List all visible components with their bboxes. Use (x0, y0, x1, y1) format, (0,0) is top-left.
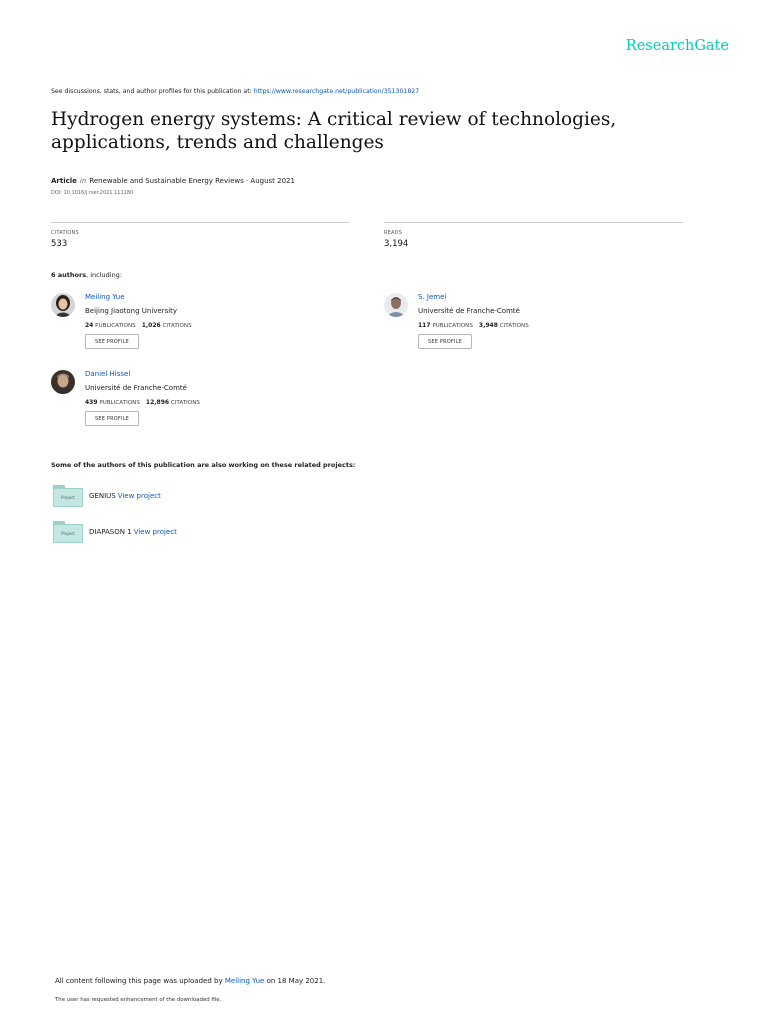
author-publications-count: 439 (85, 399, 98, 406)
author-citations-label: CITATIONS (170, 400, 200, 406)
author-publications-count: 24 (85, 322, 94, 329)
project-name-line (89, 528, 177, 536)
author-publications-label: PUBLICATIONS (95, 323, 136, 329)
author-avatar[interactable] (51, 370, 75, 394)
project-name-line (89, 492, 161, 500)
author-name-link[interactable]: Daniel Hissel (85, 370, 131, 378)
author-citations-count: 12,896 (145, 399, 170, 406)
see-profile-button[interactable]: SEE PROFILE (85, 411, 139, 426)
project-folder-icon (53, 485, 83, 507)
author-card (51, 370, 351, 435)
author-publications-count: 117 (418, 322, 431, 329)
project-name: GENIUS (89, 492, 116, 500)
reads-value: 3,194 (384, 239, 409, 249)
authors-including: , including: (86, 271, 123, 279)
citations-value: 533 (51, 239, 68, 249)
view-project-link[interactable]: View project (133, 528, 177, 536)
researchgate-logo[interactable]: ResearchGate (625, 38, 729, 54)
upload-prefix: All content following this page was uploaded by (55, 977, 225, 985)
see-profile-button[interactable]: SEE PROFILE (418, 334, 472, 349)
author-avatar[interactable] (51, 293, 75, 317)
project-folder-icon (53, 521, 83, 543)
see-profile-button[interactable]: SEE PROFILE (85, 334, 139, 349)
project-folder-label: Project (61, 495, 75, 500)
citations-divider (51, 222, 350, 223)
project-name: DIAPASON 1 (89, 528, 132, 536)
in-word: in (79, 177, 87, 185)
author-card (51, 293, 351, 358)
journal-date: Renewable and Sustainable Energy Reviews · August 2021 (89, 177, 295, 185)
upload-suffix: on 18 May 2021. (264, 977, 326, 985)
author-name-link[interactable]: Meiling Yue (85, 293, 125, 301)
author-publications-label: PUBLICATIONS (432, 323, 473, 329)
author-stats (85, 399, 200, 406)
discussion-prefix: See discussions, stats, and author profiles for this publication at: (51, 88, 254, 95)
publication-doi: DOI: 10.1016/j.rser.2021.111180 (51, 190, 134, 196)
author-citations-label: CITATIONS (499, 323, 529, 329)
view-project-link[interactable]: View project (117, 492, 161, 500)
discussion-line (51, 88, 419, 95)
authors-heading (51, 271, 122, 279)
publication-url-link[interactable]: https://www.researchgate.net/publication/351301827 (253, 88, 420, 95)
author-stats (85, 322, 192, 329)
author-stats (418, 322, 529, 329)
author-publications-label: PUBLICATIONS (99, 400, 140, 406)
uploader-link[interactable]: Meiling Yue (224, 977, 265, 985)
citations-label: CITATIONS (51, 230, 79, 236)
reads-label: READS (384, 230, 403, 236)
author-avatar[interactable] (384, 293, 408, 317)
author-citations-count: 3,948 (478, 322, 498, 329)
author-citations-count: 1,026 (141, 322, 161, 329)
enhancement-note: The user has requested enhancement of the downloaded file. (55, 997, 222, 1003)
related-projects-heading: Some of the authors of this publication are also working on these related projects: (51, 461, 356, 469)
author-citations-label: CITATIONS (162, 323, 192, 329)
authors-count: 6 authors (51, 271, 87, 279)
project-folder-label: Project (61, 531, 75, 536)
author-name-link[interactable]: S. Jemei (418, 293, 447, 301)
author-institution: Université de Franche-Comté (85, 384, 187, 392)
publication-title: Hydrogen energy systems: A critical review of technologies, applications, trends and challenges (51, 109, 617, 153)
author-card (384, 293, 684, 358)
author-institution: Université de Franche-Comté (418, 307, 520, 315)
reads-divider (384, 222, 683, 223)
publication-type: Article (51, 177, 77, 185)
publication-meta (51, 177, 295, 185)
upload-note (55, 977, 325, 985)
author-institution: Beijing Jiaotong University (85, 307, 178, 315)
